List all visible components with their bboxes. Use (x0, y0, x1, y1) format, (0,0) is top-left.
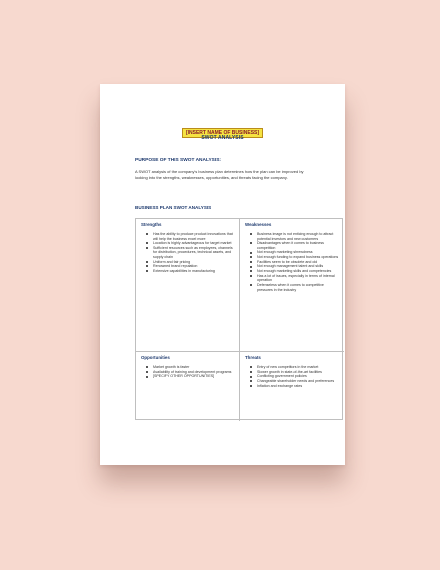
bullet-icon (250, 275, 252, 277)
swot-table (135, 218, 343, 420)
list-item (146, 374, 234, 379)
list-item-text: Not enough marketing shrewdness (257, 250, 313, 255)
bullet-icon (146, 247, 148, 249)
bullet-icon (250, 252, 252, 254)
list-item-text: Inflation and exchange rates (257, 383, 303, 388)
document-title: SWOT ANALYSIS (201, 135, 244, 141)
threats-list (245, 365, 339, 388)
opportunities-cell (136, 352, 240, 421)
list-item-text: Renowned brand reputation (153, 264, 198, 269)
list-item-text: Has the ability to produce product innovations that will help the business excel more (153, 232, 233, 241)
bullet-icon (250, 376, 252, 378)
list-item-text: Uniform and fair pricing (153, 259, 191, 264)
bullet-icon (146, 371, 148, 373)
bullet-icon (250, 261, 252, 263)
bullet-icon (146, 242, 148, 244)
list-item-text: Not enough marketing skills and competencies (257, 269, 332, 274)
bullet-icon (250, 266, 252, 268)
list-item-text: Location is highly advantageous for target market (153, 241, 232, 246)
list-item-text: [SPECIFY OTHER OPPORTUNITIES] (153, 374, 215, 379)
bullet-icon (146, 261, 148, 263)
bullet-icon (250, 233, 252, 235)
list-item-text: Not enough management talent and skills (257, 264, 324, 269)
list-item (250, 283, 339, 292)
list-item-text: Defenseless when it comes to competitive pressures in the industry (257, 283, 324, 292)
list-item-text: Facilities seem to be obsolete and old (257, 259, 318, 264)
list-item-text: Conflicting government policies (257, 374, 307, 379)
list-item (250, 384, 339, 389)
plan-heading: BUSINESS PLAN SWOT ANALYSIS (135, 205, 212, 210)
opportunities-list (141, 365, 234, 379)
bullet-icon (250, 270, 252, 272)
list-item (146, 246, 234, 260)
list-item (146, 269, 234, 274)
document-page (100, 84, 345, 465)
business-name-placeholder: [INSERT NAME OF BUSINESS] (182, 128, 263, 138)
strengths-heading: Strengths (141, 222, 162, 227)
list-item-text: Disadvantages when it comes to business competition (257, 241, 324, 250)
weaknesses-heading: Weaknesses (245, 222, 272, 227)
list-item (250, 232, 339, 241)
bullet-icon (146, 265, 148, 267)
list-item (250, 274, 339, 283)
strengths-list (141, 232, 234, 273)
strengths-cell (136, 219, 240, 352)
threats-heading: Threats (245, 355, 261, 360)
list-item-text: Business image is not enticing enough to attract potential investors and new customers (257, 232, 334, 241)
list-item-text: Not enough funding to expand business operations (257, 255, 339, 260)
list-item-text: Slower growth in state-of-the-art facilities (257, 369, 322, 374)
bullet-icon (250, 284, 252, 286)
list-item-text: Has a lot of issues, especially in terms of internal operation (257, 273, 335, 283)
weaknesses-cell (240, 219, 344, 352)
list-item-text: Extensive capabilities in manufacturing (153, 268, 215, 273)
bullet-icon (250, 380, 252, 382)
list-item-text: Sufficient resources such as employees, channels for distribution, procedures, technical assets, and supply chain (153, 245, 233, 259)
bullet-icon (250, 256, 252, 258)
list-item (146, 232, 234, 241)
bullet-icon (250, 366, 252, 368)
bullet-icon (146, 270, 148, 272)
list-item (250, 241, 339, 250)
bullet-icon (146, 376, 148, 378)
purpose-heading: PURPOSE OF THIS SWOT ANALYSIS: (135, 158, 221, 163)
bullet-icon (250, 371, 252, 373)
bullet-icon (250, 385, 252, 387)
list-item-text: Availability of training and development programs (153, 369, 232, 374)
purpose-text: A SWOT analysis of the company's business plan determines how the plan can be improved by looking into the strengths, weaknesses, opportunities, and threats facing the company. (135, 169, 304, 180)
list-item-text: Entry of new competitors in the market (257, 365, 319, 369)
bullet-icon (250, 242, 252, 244)
weaknesses-list (245, 232, 339, 292)
opportunities-heading: Opportunities (141, 355, 170, 360)
threats-cell (240, 352, 344, 421)
list-item-text: Changeable shareholder needs and preferences (257, 379, 335, 384)
bullet-icon (146, 233, 148, 235)
list-item-text: Market growth is faster (153, 365, 190, 369)
bullet-icon (146, 366, 148, 368)
